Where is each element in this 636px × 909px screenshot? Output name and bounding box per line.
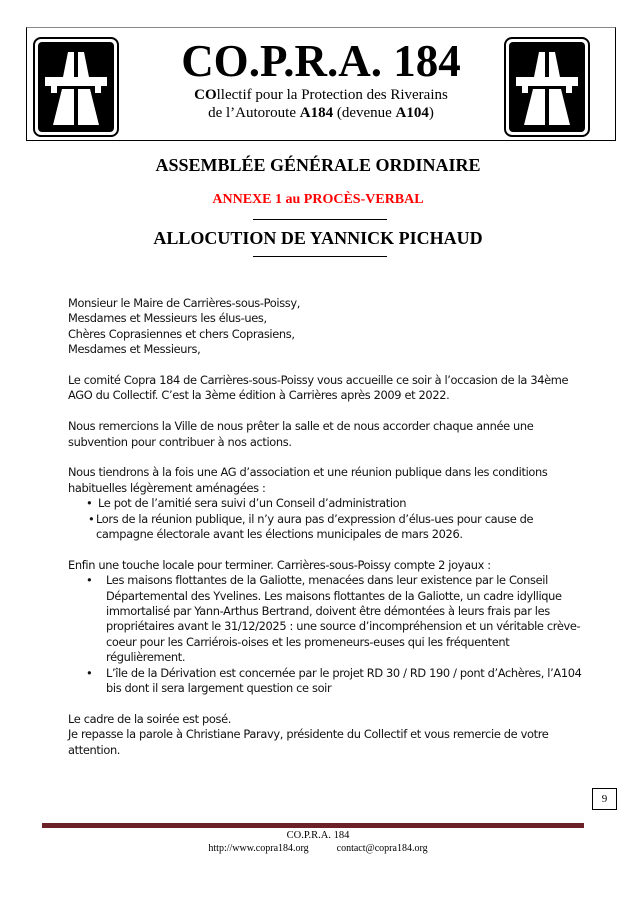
motorway-sign-icon xyxy=(503,37,591,137)
speech-body xyxy=(68,296,588,758)
brand-block xyxy=(147,36,495,122)
jewels-list xyxy=(68,573,588,696)
heading-allocution: ALLOCUTION DE YANNICK PICHAUD xyxy=(153,228,483,248)
brand-subtitle-line2: de l’Autoroute A184 (devenue A104) xyxy=(208,105,434,121)
footer-divider xyxy=(42,823,584,828)
footer-org-name: CO.P.R.A. 184 xyxy=(286,830,350,841)
salutation-line: Monsieur le Maire de Carrières-sous-Poissy, xyxy=(68,296,301,310)
footer-website-link[interactable]: http://www.copra184.org xyxy=(208,843,309,854)
paragraph-closing: Je repasse la parole à Christiane Paravy, présidente du Collectif et vous remercie de votre attention. xyxy=(68,727,549,757)
paragraph-welcome: Le comité Copra 184 de Carrières-sous-Poissy vous accueille ce soir à l’occasion de la 34ème AGO du Collectif. C’est la 3ème édition à Carrières après 2009 et 2022. xyxy=(68,373,569,403)
salutation-line: Chères Coprasiennes et chers Coprasiens, xyxy=(68,326,295,341)
brand-title: CO.P.R.A. 184 xyxy=(181,36,461,86)
list-item: • L’île de la Dérivation est concernée par le projet RD 30 / RD 190 / pont d’Achères, l’A104 bis dont il sera largement question ce soir xyxy=(68,666,588,697)
list-item: • Lors de la réunion publique, il n’y aura pas d’expression d’élus-ues pour cause de campagne électorale avant les élections municipales de mars 2026. xyxy=(68,512,588,543)
heading-annexe: ANNEXE 1 au PROCÈS-VERBAL xyxy=(212,192,424,207)
divider xyxy=(253,256,387,257)
salutation-line: Mesdames et Messieurs, xyxy=(68,342,201,357)
list-item: • Le pot de l’amitié sera suivi d’un Conseil d’administration xyxy=(68,496,588,511)
heading-assembly: ASSEMBLÉE GÉNÉRALE ORDINAIRE xyxy=(155,155,481,175)
list-item: • Les maisons flottantes de la Galiotte, menacées dans leur existence par le Conseil Départemental des Yvelines. Les maisons flottantes de la Galiotte, un cadre idyllique immortalisé par Yann-Arthus Bertrand, doivent être démontées à leurs frais par les propriétaires avant le 31/12/2025 : une source d’incompréhension et un véritable crève-coeur pour les Carriérois-oises et les promeneurs-euses qui les fréquentent régulièrement. xyxy=(68,573,588,665)
salutation-line: Mesdames et Messieurs les élus-ues, xyxy=(68,311,267,326)
footer-links xyxy=(0,842,636,855)
brand-subtitle-line1: COllectif pour la Protection des Riverains xyxy=(194,87,448,103)
footer-email-link[interactable]: contact@copra184.org xyxy=(336,843,428,854)
page-number: 9 xyxy=(592,788,617,810)
paragraph-conditions: Nous tiendrons à la fois une AG d’association et une réunion publique dans les conditions habituelles légèrement aménagées : xyxy=(68,465,548,495)
paragraph-local: Enfin une touche locale pour terminer. Carrières-sous-Poissy compte 2 joyaux : xyxy=(68,557,491,572)
divider xyxy=(253,219,387,220)
paragraph-thanks: Nous remercions la Ville de nous prêter la salle et de nous accorder chaque année une subvention pour contribuer à nos actions. xyxy=(68,419,534,449)
motorway-sign-icon xyxy=(33,37,119,137)
conditions-list xyxy=(68,496,588,542)
paragraph-closing: Le cadre de la soirée est posé. xyxy=(68,711,232,726)
letterhead xyxy=(26,27,616,141)
